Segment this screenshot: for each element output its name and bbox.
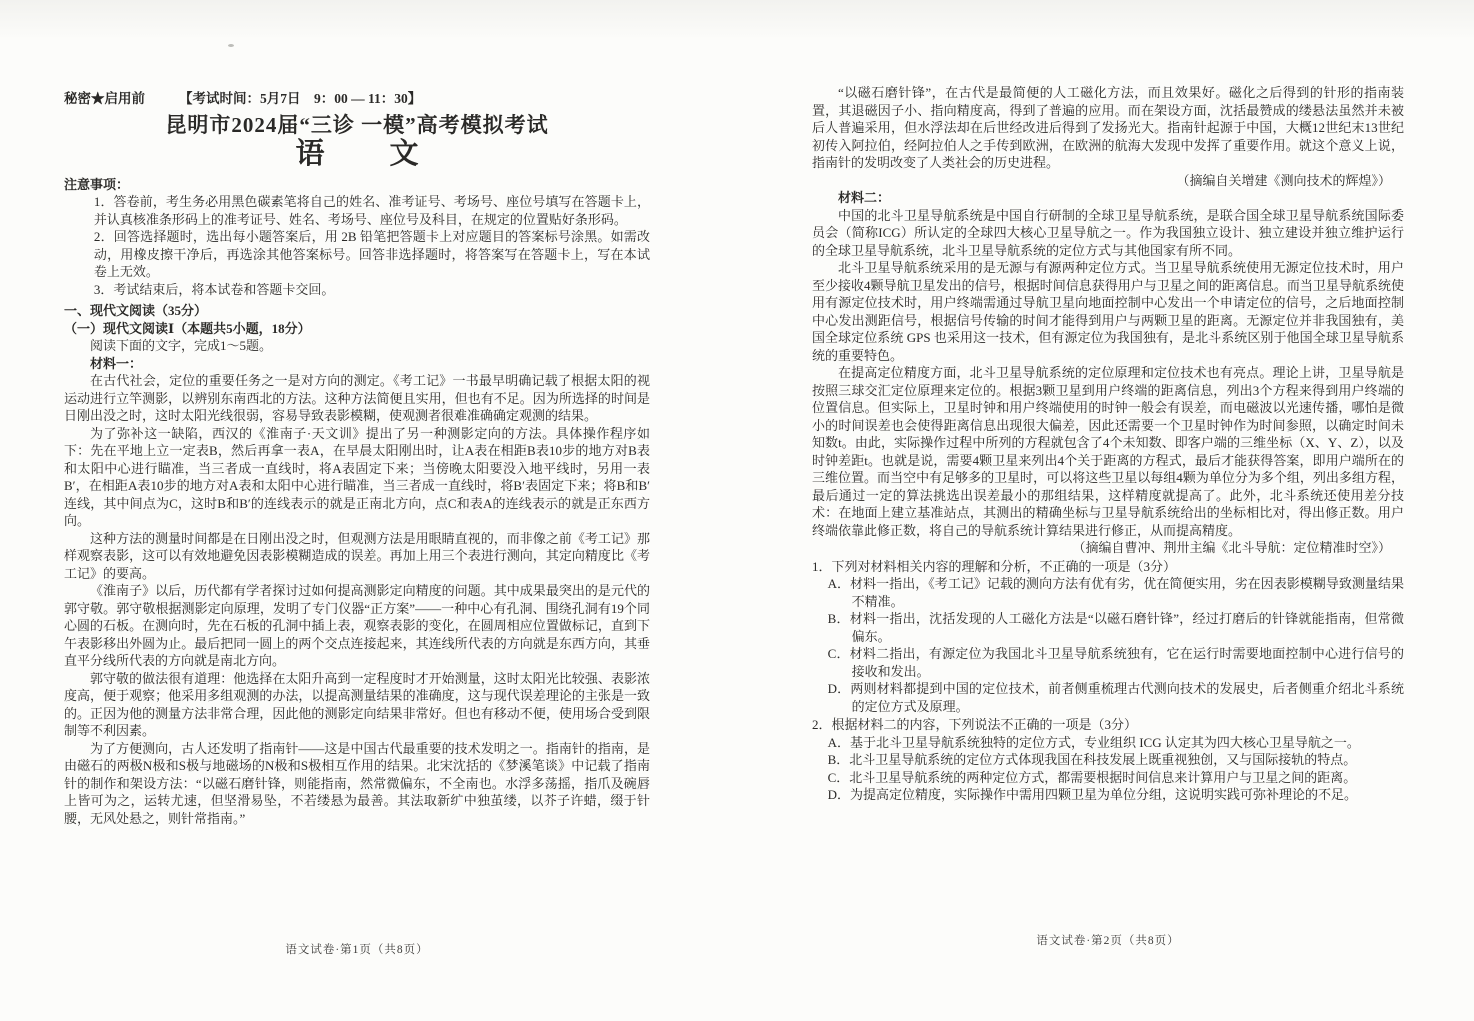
- section-heading: 一、现代文阅读（35分）: [64, 303, 208, 318]
- page-2: [812, 84, 1404, 804]
- notice-heading: 注意事项：: [64, 176, 130, 192]
- source-attribution: （摘编自曹冲、荆卅主编《北斗导航：定位精准时空》）: [1072, 540, 1391, 555]
- body-paragraph: 郭守敬的做法很有道理：他选择在太阳升高到一定程度时才开始测量，这时太阳光比较强、表影浓度高，便于观察；他采用多组观测的办法，以提高测量结果的准确度，这与现代误差理论的主张是一致的。正因为他的测量方法非常合理，因此他的测影定向结果非常好。但也有移动不便，使用场合受到限制等不利因素。: [64, 670, 650, 738]
- question-option: C．材料二指出，有源定位为我国北斗卫星导航系统独有，它在运行时需要地面控制中心进行信号的接收和发出。: [827, 646, 1404, 679]
- exam-time: 【考试时间：5月7日 9：00 — 11：30】: [179, 91, 422, 106]
- subject-title: 语 文: [295, 138, 437, 170]
- body-paragraph: 这种方法的测量时间都是在日刚出没之时，但观测方法是用眼睛直视的，而非像之前《考工记》那样观察表影，这可以有效地避免因表影模糊造成的误差。再加上用三个表进行测向，其定向精度比《考工记》的要高。: [64, 530, 650, 581]
- body-paragraph: 在提高定位精度方面，北斗卫星导航系统的定位原理和定位技术也有亮点。理论上讲，卫星导航是按照三球交汇定位原理来定位的。根据3颗卫星到用户终端的距离信息，列出3个方程来得到用户终端的位置信息。但实际上，卫星时钟和用户终端使用的时钟一般会有误差，而电磁波以光速传播，哪怕是微小的时间误差也会使得距离信息出现很大偏差，因此还需要一个卫星时钟作为时间参照，以确定时间未知数t。由此，实际操作过程中所列的方程就包含了4个未知数、即客户端的三维坐标（X、Y、Z），以及时钟差距t。也就是说，需要4颗卫星来列出4个关于距离的方程式，最后才能获得答案，即用户端所在的三维位置。而当空中有足够多的卫星时，可以将这些卫星以每组4颗为单位分为多个组，列出多组方程，最后通过一定的算法挑选出误差最小的那组结果，这样精度就提高了。此外，北斗系统还使用差分技术：在地面上建立基准站点，其测出的精确坐标与卫星导航系统给出的坐标相比对，得出修正数。用户终端依靠此修正数，将自己的导航系统计算结果进行修正，从而提高精度。: [812, 365, 1404, 538]
- question-option: A．材料一指出，《考工记》记载的测向方法有优有劣，优在简便实用，劣在因表影模糊导致测量结果不精准。: [827, 576, 1404, 609]
- page-1: [64, 90, 650, 827]
- notice-item: 1．答卷前，考生务必用黑色碳素笔将自己的姓名、准考证号、考场号、座位号填写在答题卡上，并认真核准条形码上的准考证号、姓名、考场号、座位号及科目，在规定的位置贴好条形码。: [93, 194, 650, 227]
- subsection-heading: （一）现代文阅读Ⅰ（本题共5小题，18分）: [64, 320, 311, 336]
- question-option: B．北斗卫星导航系统的定位方式体现我国在科技发展上既重视独创，又与国际接轨的特点。: [827, 752, 1357, 767]
- question-option: C．北斗卫星导航系统的两种定位方式，都需要根据时间信息来计算用户与卫星之间的距离。: [827, 769, 1357, 785]
- body-paragraph: 北斗卫星导航系统采用的是无源与有源两种定位方式。当卫星导航系统使用无源定位技术时，用户至少接收4颗导航卫星发出的信号，根据时间信息获得用户与卫星之间的距离信息。而当卫星导航系统使用有源定位技术时，用户终端需通过导航卫星向地面控制中心发出一个申请定位的信号，之后地面控制中心发出测距信号，根据信号传输的时间才能得到用户与两颗卫星的距离。无源定位并非我国独有，美国全球定位系统 GPS 也采用这一技术，但有源定位为我国独有，是北斗系统区别于他国全球卫星导航系统的重要特色。: [812, 260, 1404, 363]
- body-paragraph: 在古代社会，定位的重要任务之一是对方向的测定。《考工记》一书最早明确记载了根据太阳的视运动进行立竿测影，以辨别东南西北的方法。这种方法简便且实用，但也有不足。因为所选择的时间是日刚出没之时，这时太阳光线很弱，容易导致表影模糊，使观测者很难准确确定观测的结果。: [64, 373, 650, 423]
- secrecy-label: 秘密★启用前: [64, 91, 145, 106]
- source-attribution: （摘编自关增建《测向技术的辉煌》）: [1176, 172, 1391, 188]
- question-stem: 2．根据材料二的内容，下列说法不正确的一项是（3分）: [812, 717, 1138, 732]
- material-2-label: 材料二：: [838, 190, 891, 205]
- body-paragraph: 中国的北斗卫星导航系统是中国自行研制的全球卫星导航系统，是联合国全球卫星导航系统国际委员会（简称ICG）所认定的全球四大核心卫星导航之一。作为我国独立设计、独立建设并独立维护运行的全球卫星导航系统，北斗卫星导航系统的定位方式与其他国家有所不同。: [812, 207, 1404, 258]
- material-1-label: 材料一：: [90, 355, 143, 371]
- page-footer: 语文试卷·第2页（共8页）: [1036, 935, 1180, 947]
- exam-title: 昆明市2024届“三诊 一模”高考模拟考试: [165, 112, 549, 137]
- page-header: [64, 90, 650, 108]
- body-paragraph: 《淮南子》以后，历代都有学者探讨过如何提高测影定向精度的问题。其中成果最突出的是元代的郭守敬。郭守敬根据测影定向原理，发明了专门仪器“正方案”——一种中心有孔洞、围绕孔洞有19个同心圆的石板。在测向时，先在石板的孔洞中插上表，观察表影的变化，在圆周相应位置做标记，直到下午表影移出外圆为止。最后把同一圆上的两个交点连接起来，其连线所代表的方向就是东西方向，其垂直平分线所代表的方向就是南北方向。: [64, 583, 650, 668]
- question-option: D．两则材料都提到中国的定位技术，前者侧重梳理古代测向技术的发展史，后者侧重介绍北斗系统的定位方式及原理。: [827, 681, 1404, 714]
- body-paragraph: 为了弥补这一缺陷，西汉的《淮南子·天文训》提出了另一种测影定向的方法。具体操作程序如下：先在平地上立一定表B，然后再拿一表A，在早晨太阳刚出时，让A表在相距B表10步的地方对B表和太阳中心进行瞄准，当三者成一直线时，将A表固定下来；当傍晚太阳要没入地平线时，另用一表B′，在相距A表10步的地方对A表和太阳中心进行瞄准，当三者成一直线时，将B′表固定下来；将B和B′连线，其中间点为C，这时B和B′的连线表示的就是正南北方向，点C和表A的连线表示的就是正东西方向。: [64, 425, 650, 528]
- reading-instruction: 阅读下面的文字，完成1～5题。: [90, 338, 273, 353]
- scan-artifact: [228, 44, 234, 47]
- question-option: D．为提高定位精度，实际操作中需用四颗卫星为单位分组，这说明实践可弥补理论的不足。: [827, 787, 1357, 802]
- body-paragraph: 为了方便测向，古人还发明了指南针——这是中国古代最重要的技术发明之一。指南针的指南，是由磁石的两极N极和S极与地磁场的N极和S极相互作用的结果。北宋沈括的《梦溪笔谈》中记载了指南针的制作和架设方法：“以磁石磨针锋，则能指南，然常微偏东，不全南也。水浮多荡摇，指爪及碗唇上皆可为之，运转尤速，但坚滑易坠，不若缕悬为最善。其法取新纩中独茧缕，以芥子许蜡，缀于针腰，无风处悬之，则针常指南。”: [64, 740, 650, 826]
- question-option: B．材料一指出，沈括发现的人工磁化方法是“以磁石磨针锋”，经过打磨后的针锋就能指南，但常微偏东。: [827, 611, 1404, 644]
- notice-item: 3．考试结束后，将本试卷和答题卡交回。: [93, 281, 335, 297]
- question-option: A．基于北斗卫星导航系统独特的定位方式，专业组织 ICG 认定其为四大核心卫星导航之一。: [827, 734, 1360, 750]
- page-footer: 语文试卷·第1页（共8页）: [285, 944, 429, 956]
- question-stem: 1．下列对材料相关内容的理解和分析，不正确的一项是（3分）: [812, 558, 1177, 574]
- notice-item: 2．回答选择题时，选出每小题答案后，用 2B 铅笔把答题卡上对应题目的答案标号涂黑。如需改动，用橡皮擦干净后，再选涂其他答案标号。回答非选择题时，将答案写在答题卡上，写在本试卷上无效。: [93, 229, 650, 279]
- body-paragraph: “以磁石磨针锋”，在古代是最简便的人工磁化方法，而且效果好。磁化之后得到的针形的指南装置，其退磁因子小、指向精度高，得到了普遍的应用。而在架设方面，沈括最赞成的缕悬法虽然并未被后人普遍采用，但水浮法却在后世经改进后得到了发扬光大。指南针起源于中国，大概12世纪末13世纪初传入阿拉伯，经阿拉伯人之手传到欧洲，在欧洲的航海大发现中发挥了重要作用。就这个意义上说，指南针的发明改变了人类社会的历史进程。: [812, 85, 1404, 170]
